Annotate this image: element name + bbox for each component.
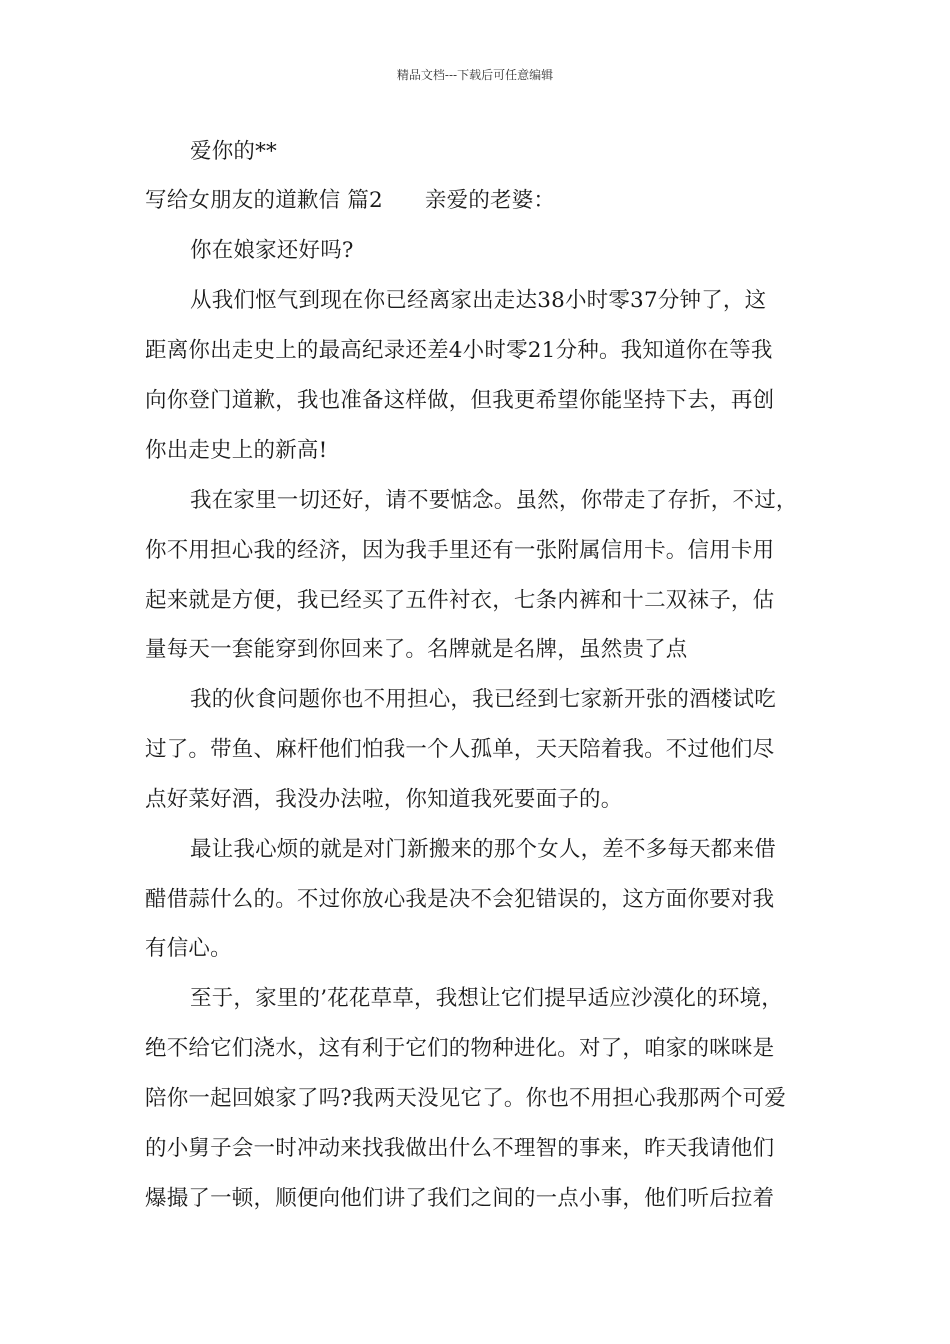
salutation: 亲爱的老婆：	[424, 188, 556, 213]
paragraph-line: 爆撮了一顿，顺便向他们讲了我们之间的一点小事，他们听后拉着	[145, 1186, 775, 1211]
paragraph-line: 点好菜好酒，我没办法啦，你知道我死要面子的。	[145, 787, 623, 812]
paragraph-line: 陪你一起回娘家了吗?我两天没见它了。你也不用担心我那两个可爱	[145, 1086, 787, 1111]
paragraph-line: 我在家里一切还好，请不要惦念。虽然，你带走了存折，不过，	[190, 488, 798, 513]
page-header: 精品文档---下载后可任意编辑	[396, 68, 554, 82]
paragraph-line: 绝不给它们浇水，这有利于它们的物种进化。对了，咱家的咪咪是	[145, 1036, 775, 1061]
title-line	[145, 187, 810, 215]
paragraph-line: 我的伙食问题你也不用担心，我已经到七家新开张的酒楼试吃	[190, 687, 776, 712]
paragraph-line: 至于，家里的’花花草草，我想让它们提早适应沙漠化的环境，	[190, 986, 783, 1011]
paragraph-line: 从我们怄气到现在你已经离家出走达38小时零37分钟了，这	[190, 288, 767, 313]
paragraph-line: 你出走史上的新高!	[145, 438, 328, 463]
letter-title: 写给女朋友的道歉信 篇2	[145, 188, 383, 213]
paragraph-line: 有信心。	[145, 936, 232, 961]
paragraph-line: 量每天一套能穿到你回来了。名牌就是名牌，虽然贵了点	[145, 637, 688, 662]
paragraph-line: 的小舅子会一时冲动来找我做出什么不理智的事来，昨天我请他们	[145, 1136, 775, 1161]
paragraph-line: 距离你出走史上的最高纪录还差4小时零21分种。我知道你在等我	[145, 338, 773, 363]
paragraph-line: 最让我心烦的就是对门新搬来的那个女人，差不多每天都来借	[190, 837, 776, 862]
closing-line: 爱你的**	[190, 139, 278, 164]
paragraph-line: 你在娘家还好吗?	[190, 238, 354, 263]
paragraph-line: 起来就是方便，我已经买了五件衬衣，七条内裤和十二双袜子，估	[145, 588, 775, 613]
paragraph-line: 过了。带鱼、麻杆他们怕我一个人孤单，天天陪着我。不过他们尽	[145, 737, 775, 762]
paragraph-line: 醋借蒜什么的。不过你放心我是决不会犯错误的，这方面你要对我	[145, 887, 775, 912]
paragraph-line: 向你登门道歉，我也准备这样做，但我更希望你能坚持下去，再创	[145, 388, 775, 413]
paragraph-line: 你不用担心我的经济，因为我手里还有一张附属信用卡。信用卡用	[145, 538, 775, 563]
